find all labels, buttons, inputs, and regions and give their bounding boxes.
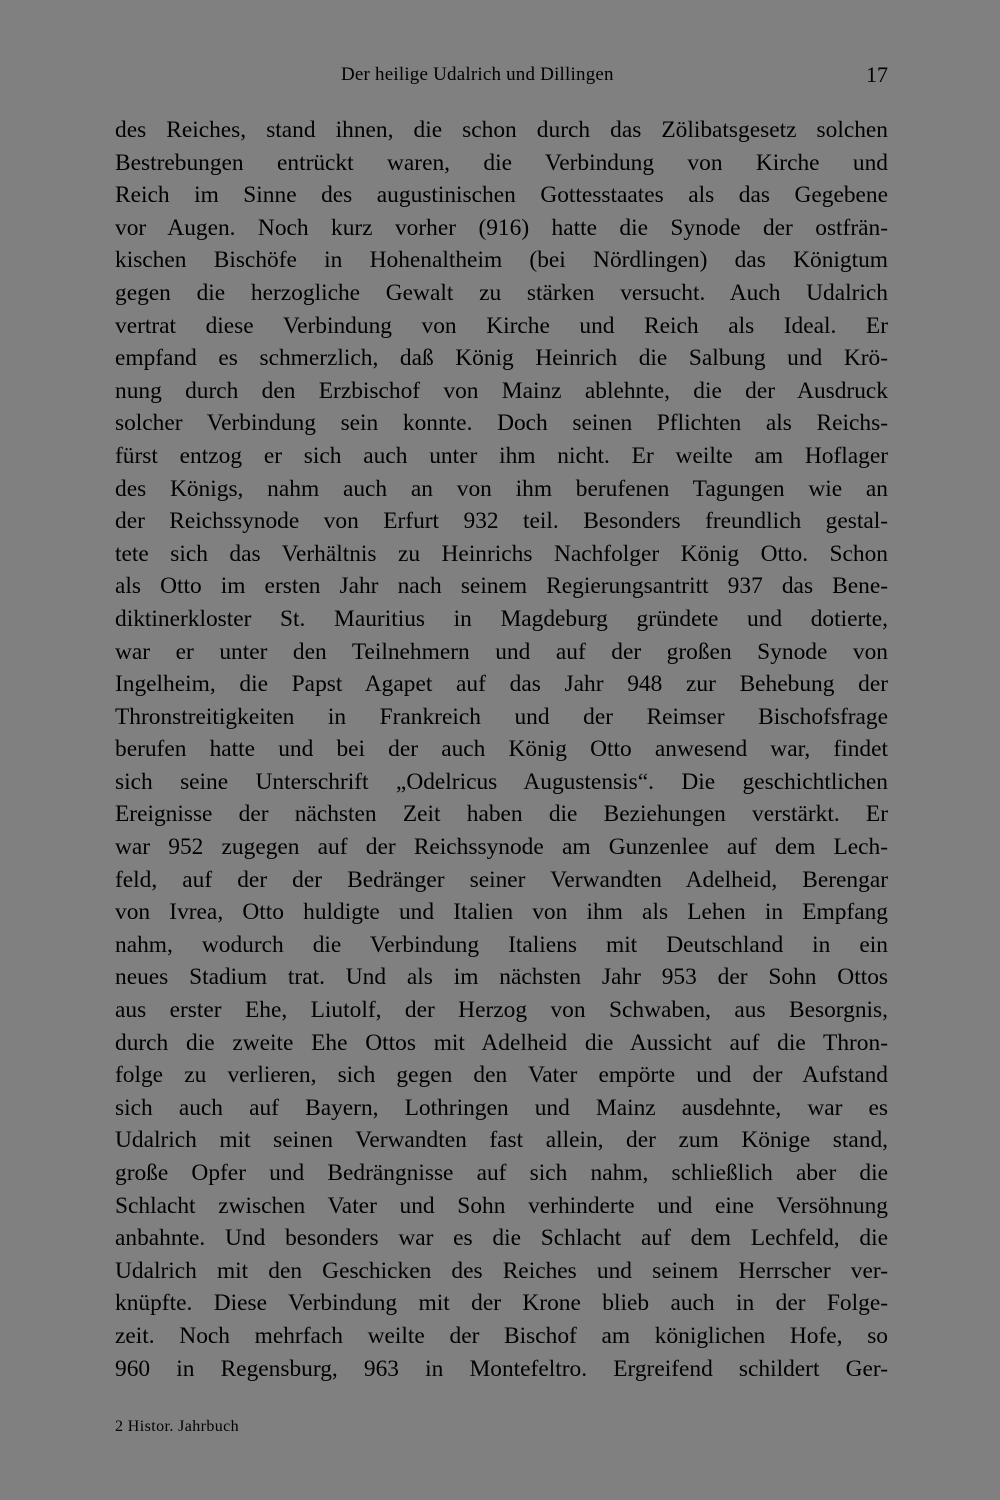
text-line: aus erster Ehe, Liutolf, der Herzog von Schwaben, aus Besorgnis,: [115, 997, 888, 1024]
text-line: war er unter den Teilnehmern und auf der großen Synode von: [115, 638, 888, 665]
text-line: folge zu verlieren, sich gegen den Vater empörte und der Aufstand: [115, 1062, 888, 1089]
text-line: vor Augen. Noch kurz vorher (916) hatte die Synode der ostfrän-: [115, 214, 888, 241]
text-line: empfand es schmerzlich, daß König Heinrich die Salbung und Krö-: [115, 345, 888, 372]
text-line: Udalrich mit den Geschicken des Reiches und seinem Herrscher ver-: [115, 1257, 888, 1284]
text-line: 960 in Regensburg, 963 in Montefeltro. Ergreifend schildert Ger-: [115, 1355, 888, 1382]
text-line: war 952 zugegen auf der Reichssynode am Gunzenlee auf dem Lech-: [115, 834, 888, 861]
text-line: Reich im Sinne des augustinischen Gottesstaates als das Gegebene: [115, 182, 888, 209]
page-number: 17: [866, 62, 888, 87]
text-line: nung durch den Erzbischof von Mainz ablehnte, die der Ausdruck: [115, 377, 888, 404]
text-line: nahm, wodurch die Verbindung Italiens mit Deutschland in ein: [115, 931, 888, 958]
text-line: sich seine Unterschrift „Odelricus Augustensis“. Die geschichtlichen: [115, 768, 888, 795]
text-line: große Opfer und Bedrängnisse auf sich nahm, schließlich aber die: [115, 1160, 888, 1186]
text-line: Ingelheim, die Papst Agapet auf das Jahr 948 zur Behebung der: [115, 671, 888, 698]
text-line: des Königs, nahm auch an von ihm berufenen Tagungen wie an: [115, 475, 888, 502]
text-line: anbahnte. Und besonders war es die Schlacht auf dem Lechfeld, die: [115, 1225, 888, 1252]
text-line: Bestrebungen entrückt waren, die Verbindung von Kirche und: [115, 149, 888, 176]
text-line: Ereignisse der nächsten Zeit haben die Beziehungen verstärkt. Er: [115, 801, 888, 828]
running-head-title: Der heilige Udalrich und Dillingen: [341, 64, 614, 85]
text-line: durch die zweite Ehe Ottos mit Adelheid die Aussicht auf die Thron-: [115, 1029, 888, 1056]
text-line: neues Stadium trat. Und als im nächsten Jahr 953 der Sohn Ottos: [115, 964, 888, 991]
running-head: [115, 62, 888, 92]
text-line: berufen hatte und bei der auch König Otto anwesend war, findet: [115, 736, 888, 763]
text-line: zeit. Noch mehrfach weilte der Bischof am königlichen Hofe, so: [115, 1322, 888, 1349]
text-line: sich auch auf Bayern, Lothringen und Mainz ausdehnte, war es: [115, 1094, 888, 1121]
text-line: fürst entzog er sich auch unter ihm nicht. Er weilte am Hoflager: [115, 442, 888, 469]
text-line: gegen die herzogliche Gewalt zu stärken versucht. Auch Udalrich: [115, 279, 888, 306]
text-line: kischen Bischöfe in Hohenaltheim (bei Nördlingen) das Königtum: [115, 247, 888, 274]
footer-signature: 2 Histor. Jahrbuch: [115, 1418, 240, 1435]
text-line: solcher Verbindung sein konnte. Doch seinen Pflichten als Reichs-: [115, 410, 888, 437]
text-line: Thronstreitigkeiten in Frankreich und der Reimser Bischofsfrage: [115, 703, 888, 730]
text-line: feld, auf der der Bedränger seiner Verwandten Adelheid, Berengar: [115, 866, 888, 893]
text-line: des Reiches, stand ihnen, die schon durch das Zölibatsgesetz solchen: [115, 117, 888, 143]
text-line: diktinerkloster St. Mauritius in Magdeburg gründete und dotierte,: [115, 605, 888, 632]
text-line: knüpfte. Diese Verbindung mit der Krone blieb auch in der Folge-: [115, 1290, 888, 1317]
text-line: als Otto im ersten Jahr nach seinem Regierungsantritt 937 das Bene-: [115, 573, 888, 600]
text-line: Schlacht zwischen Vater und Sohn verhinderte und eine Versöhnung: [115, 1192, 888, 1219]
text-line: tete sich das Verhältnis zu Heinrichs Nachfolger König Otto. Schon: [115, 540, 888, 567]
text-line: der Reichssynode von Erfurt 932 teil. Besonders freundlich gestal-: [115, 508, 888, 535]
text-line: von Ivrea, Otto huldigte und Italien von ihm als Lehen in Empfang: [115, 899, 888, 926]
body-text: [115, 114, 888, 1385]
text-line: Udalrich mit seinen Verwandten fast allein, der zum Könige stand,: [115, 1127, 888, 1154]
text-line: vertrat diese Verbindung von Kirche und Reich als Ideal. Er: [115, 312, 888, 339]
